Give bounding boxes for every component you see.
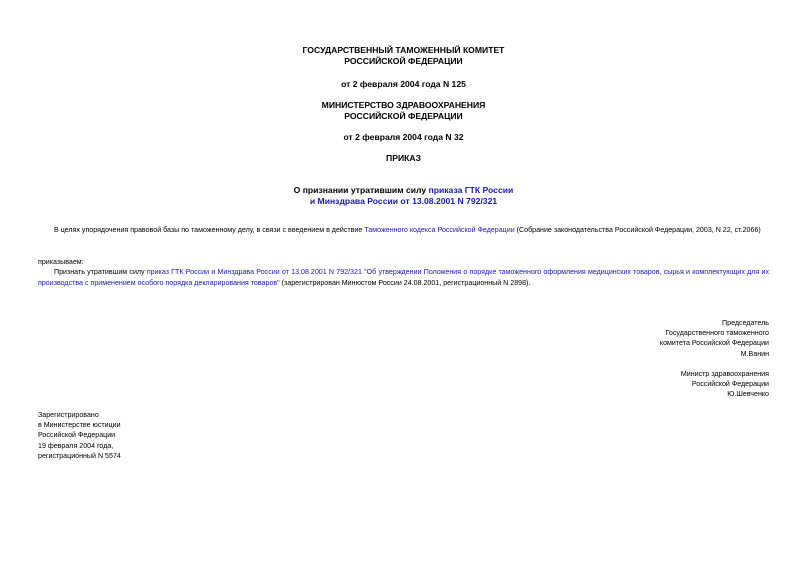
order-text-after: (зарегистрирован Минюстом России 24.08.2001, регистрационный N 2898).: [279, 278, 531, 287]
customs-code-link[interactable]: Таможенного кодекса Российской Федерации: [364, 226, 515, 234]
issuer-gtk-line1: ГОСУДАРСТВЕННЫЙ ТАМОЖЕННЫЙ КОМИТЕТ: [302, 45, 505, 55]
document-title-line1: [0, 185, 807, 196]
signature-name: М.Ванин: [740, 349, 769, 358]
signature-minzdrav: [681, 369, 769, 400]
issuer-minzdrav-line2: РОССИЙСКОЙ ФЕДЕРАЦИИ: [344, 110, 463, 121]
order-text-before: Признать утратившим силу: [54, 268, 147, 276]
document-title: [0, 185, 807, 206]
issuer-minzdrav-line1: МИНИСТЕРСТВО ЗДРАВООХРАНЕНИЯ: [321, 100, 486, 110]
registration-line: Российской Федерации: [38, 431, 116, 440]
preamble-paragraph: [38, 225, 769, 236]
order-paragraph: [38, 267, 769, 288]
issuer-gtk-line2: РОССИЙСКОЙ ФЕДЕРАЦИИ: [344, 55, 463, 66]
order-word-text: приказываем:: [38, 258, 84, 266]
issuer-minzdrav: [0, 100, 807, 121]
document-type: [0, 153, 807, 164]
issuer-minzdrav-date: [0, 132, 807, 143]
preamble-text-before: В целях упорядочения правовой базы по таможенному делу, в связи с введением в действие: [54, 226, 365, 234]
preamble-text-after: (Собрание законодательства Российской Федерации, 2003, N 22, ст.2066): [514, 226, 761, 234]
signature-name: Ю.Шевченко: [727, 390, 769, 399]
issuer-gtk: [0, 45, 807, 66]
revoked-order-link[interactable]: приказ ГТК России и Минздрава России от 13.08.2001 N 792/321 "Об утверждении Положения о порядке таможенного оформления медицинских товаров, сырья и комплектующих для их производства с применением особого порядка декларирования товаров": [38, 268, 769, 287]
document-title-line2: [0, 196, 807, 207]
signature-line: Государственного таможенного: [665, 329, 769, 338]
document-type-text: ПРИКАЗ: [386, 153, 421, 163]
signature-line: Председатель: [722, 319, 769, 327]
signature-gtk: [660, 318, 769, 359]
issuer-gtk-date-text: от 2 февраля 2004 года N 125: [341, 79, 466, 89]
registration-line: 19 февраля 2004 года,: [38, 441, 114, 450]
issuer-gtk-date: [0, 79, 807, 90]
registration-line: в Министерстве юстиции: [38, 421, 121, 430]
title-link-gtk-order[interactable]: приказа ГТК России: [428, 185, 514, 195]
title-text: О признании утратившим силу: [293, 185, 429, 195]
signature-line: комитета Российской Федерации: [659, 339, 769, 348]
issuer-minzdrav-date-text: от 2 февраля 2004 года N 32: [343, 132, 464, 142]
order-word: [38, 257, 769, 268]
registration-note: [38, 410, 121, 461]
registration-line: Зарегистрировано: [38, 411, 99, 419]
title-link-gtk-order-cont[interactable]: и Минздрава России от 13.08.2001 N 792/321: [309, 195, 498, 206]
signature-line: Министр здравоохранения: [680, 370, 769, 378]
registration-line: регистрационный N 5574: [38, 451, 121, 460]
signature-line: Российской Федерации: [691, 380, 769, 389]
